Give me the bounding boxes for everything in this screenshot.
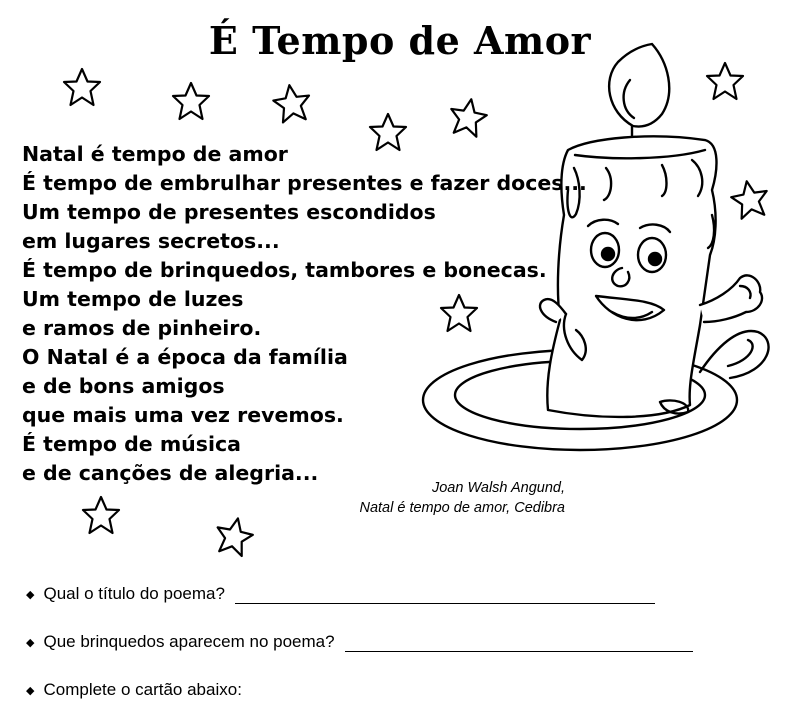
star-icon bbox=[213, 515, 256, 558]
credit-author: Joan Walsh Angund, bbox=[431, 480, 565, 496]
question-title bbox=[26, 584, 655, 604]
star-icon bbox=[64, 69, 100, 105]
poem-line: que mais uma vez revemos. bbox=[22, 403, 344, 427]
answer-line[interactable] bbox=[345, 633, 693, 652]
poem-line: em lugares secretos... bbox=[22, 229, 280, 253]
star-icon bbox=[272, 83, 313, 124]
poem-line: Um tempo de presentes escondidos bbox=[22, 200, 436, 224]
poem-line: O Natal é a época da família bbox=[22, 345, 348, 369]
diamond-bullet-icon: ◆ bbox=[26, 685, 35, 697]
question-card bbox=[26, 680, 242, 700]
answer-line[interactable] bbox=[235, 585, 655, 604]
question-text: Que brinquedos aparecem no poema? bbox=[43, 632, 335, 651]
poem-line: e ramos de pinheiro. bbox=[22, 316, 262, 340]
diamond-bullet-icon: ◆ bbox=[26, 589, 35, 601]
poem-credit bbox=[300, 478, 565, 518]
star-icon bbox=[447, 96, 489, 138]
poem-line: É tempo de embrulhar presentes e fazer doces... bbox=[22, 171, 587, 195]
page-title: É Tempo de Amor bbox=[208, 18, 592, 63]
poem-line: e de bons amigos bbox=[22, 374, 225, 398]
star-icon bbox=[83, 497, 119, 533]
star-icon bbox=[173, 83, 209, 119]
poem-line: Um tempo de luzes bbox=[22, 287, 244, 311]
question-text: Qual o título do poema? bbox=[43, 584, 225, 603]
poem-line: É tempo de brinquedos, tambores e bonecas. bbox=[22, 258, 547, 282]
diamond-bullet-icon: ◆ bbox=[26, 637, 35, 649]
poem bbox=[22, 140, 587, 488]
star-icon bbox=[707, 63, 743, 99]
question-toys bbox=[26, 632, 693, 652]
poem-line: É tempo de música bbox=[22, 432, 241, 456]
poem-line: Natal é tempo de amor bbox=[22, 142, 288, 166]
credit-source: Natal é tempo de amor, Cedibra bbox=[359, 500, 565, 516]
star-icon bbox=[729, 178, 771, 220]
poem-line: e de canções de alegria... bbox=[22, 461, 319, 485]
question-text: Complete o cartão abaixo: bbox=[43, 680, 242, 699]
